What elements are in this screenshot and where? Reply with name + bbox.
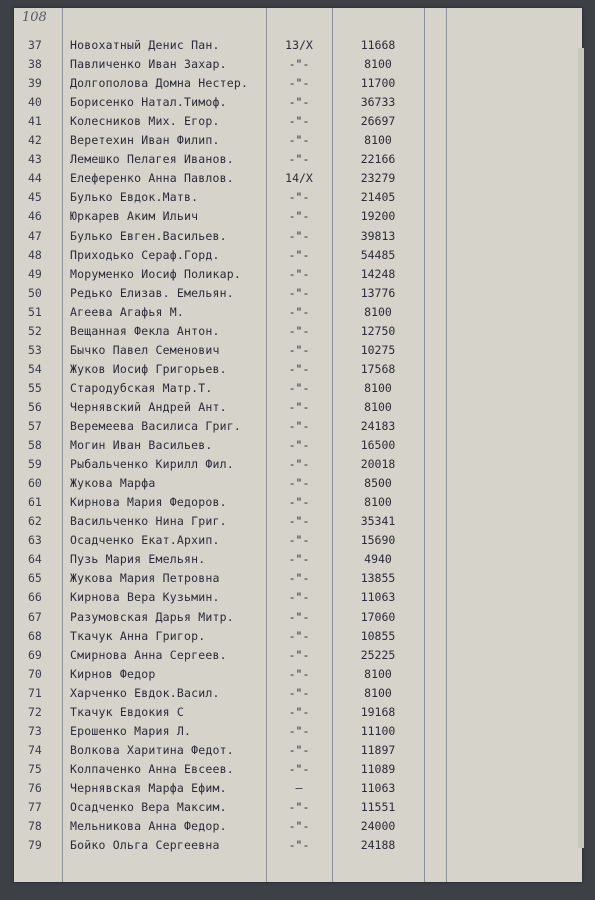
date-cell: -"- xyxy=(288,304,310,319)
person-name: Волкова Харитина Федот. xyxy=(70,742,234,757)
amount-cell: 19168 xyxy=(360,704,396,719)
amount-cell: 8100 xyxy=(364,666,392,681)
person-name: Пузь Мария Емельян. xyxy=(70,552,206,567)
row-number: 46 xyxy=(28,209,42,224)
date-cell: -"- xyxy=(288,323,310,338)
amount-cell: 8100 xyxy=(364,304,392,319)
person-name: Ткачук Анна Григор. xyxy=(70,628,206,643)
row-number: 67 xyxy=(28,609,42,624)
date-cell: -"- xyxy=(288,723,310,738)
amount-cell: 24188 xyxy=(360,838,396,853)
date-cell: -"- xyxy=(288,419,310,433)
person-name: Смирнова Анна Сергеев. xyxy=(70,647,227,662)
date-cell: 13/X xyxy=(285,38,313,52)
row-number: 65 xyxy=(28,571,42,586)
row-number: 63 xyxy=(28,533,42,548)
date-cell: -"- xyxy=(288,399,310,414)
table-row xyxy=(14,474,582,493)
person-name: Кирнова Мария Федоров. xyxy=(70,495,227,510)
date-cell: -"- xyxy=(288,361,310,376)
row-number: 78 xyxy=(28,819,42,834)
row-number: 44 xyxy=(28,171,42,186)
date-cell: -"- xyxy=(288,266,310,281)
amount-cell: 15690 xyxy=(360,533,396,548)
amount-cell: 20018 xyxy=(360,457,396,472)
table-row xyxy=(14,322,582,341)
person-name: Вещанная Фекла Антон. xyxy=(70,323,220,338)
person-name: Булько Евген.Васильев. xyxy=(70,228,227,243)
person-name: Ткачук Евдокия С xyxy=(70,704,184,719)
table-row xyxy=(14,265,582,284)
date-cell: -"- xyxy=(288,533,310,548)
amount-cell: 12750 xyxy=(360,323,396,338)
person-name: Юркарев Аким Ильич xyxy=(70,209,199,224)
date-cell: -"- xyxy=(288,190,310,205)
row-number: 62 xyxy=(28,514,42,529)
date-cell: -"- xyxy=(288,247,310,262)
table-row xyxy=(14,55,582,74)
row-number: 64 xyxy=(28,552,42,567)
date-cell: -"- xyxy=(288,285,310,300)
table-row xyxy=(14,169,582,188)
amount-cell: 17568 xyxy=(360,361,396,376)
person-name: Мельникова Анна Федор. xyxy=(70,819,227,834)
table-row xyxy=(14,360,582,379)
amount-cell: 35341 xyxy=(360,514,396,529)
date-cell: -"- xyxy=(288,761,310,776)
table-row xyxy=(14,531,582,550)
row-number: 38 xyxy=(28,57,42,72)
table-row xyxy=(14,379,582,398)
person-name: Могин Иван Васильев. xyxy=(70,438,213,453)
table-row xyxy=(14,779,582,798)
table-row xyxy=(14,341,582,360)
amount-cell: 19200 xyxy=(360,209,396,224)
table-row xyxy=(14,417,582,436)
table-row xyxy=(14,627,582,646)
amount-cell: 11700 xyxy=(360,76,396,91)
date-cell: -"- xyxy=(288,76,310,91)
date-cell: -"- xyxy=(288,704,310,719)
date-cell: — xyxy=(295,780,303,795)
amount-cell: 8100 xyxy=(364,685,392,700)
page-number: 108 xyxy=(22,10,47,25)
person-name: Веремеева Василиса Григ. xyxy=(70,419,241,433)
person-name: Приходько Сераф.Горд. xyxy=(70,247,220,262)
table-row xyxy=(14,207,582,226)
date-cell: -"- xyxy=(288,133,310,148)
person-name: Колесников Мих. Егор. xyxy=(70,114,220,129)
date-cell: -"- xyxy=(288,666,310,681)
amount-cell: 39813 xyxy=(360,228,396,243)
person-name: Кирнов Федор xyxy=(70,666,156,681)
date-cell: -"- xyxy=(288,609,310,624)
amount-cell: 26697 xyxy=(360,114,396,129)
amount-cell: 16500 xyxy=(360,438,396,453)
row-number: 53 xyxy=(28,342,42,357)
person-name: Васильченко Нина Григ. xyxy=(70,514,227,529)
row-number: 57 xyxy=(28,419,42,433)
row-number: 40 xyxy=(28,95,42,110)
person-name: Новохатный Денис Пан. xyxy=(70,38,220,52)
row-number: 48 xyxy=(28,247,42,262)
person-name: Борисенко Натал.Тимоф. xyxy=(70,95,227,110)
date-cell: -"- xyxy=(288,800,310,814)
row-number: 58 xyxy=(28,438,42,453)
date-cell: -"- xyxy=(288,819,310,834)
amount-cell: 10275 xyxy=(360,342,396,357)
row-number: 56 xyxy=(28,399,42,414)
table-row xyxy=(14,112,582,131)
person-name: Ерошенко Мария Л. xyxy=(70,723,192,738)
amount-cell: 25225 xyxy=(360,647,396,662)
table-row xyxy=(14,684,582,703)
table-row xyxy=(14,646,582,665)
row-number: 70 xyxy=(28,666,42,681)
row-number: 51 xyxy=(28,304,42,319)
date-cell: -"- xyxy=(288,514,310,529)
amount-cell: 24000 xyxy=(360,819,396,834)
date-cell: -"- xyxy=(288,57,310,72)
row-number: 77 xyxy=(28,800,42,814)
table-row xyxy=(14,817,582,836)
table-row xyxy=(14,227,582,246)
person-name: Кирнова Вера Кузьмин. xyxy=(70,590,220,605)
person-name: Лемешко Пелагея Иванов. xyxy=(70,152,234,167)
person-name: Разумовская Дарья Митр. xyxy=(70,609,234,624)
table-row xyxy=(14,741,582,760)
amount-cell: 8100 xyxy=(364,57,392,72)
row-number: 43 xyxy=(28,152,42,167)
amount-cell: 22166 xyxy=(360,152,396,167)
date-cell: -"- xyxy=(288,552,310,567)
row-number: 69 xyxy=(28,647,42,662)
table-row xyxy=(14,665,582,684)
row-number: 76 xyxy=(28,780,42,795)
table-row xyxy=(14,836,582,855)
table-row xyxy=(14,588,582,607)
row-number: 49 xyxy=(28,266,42,281)
table-row xyxy=(14,436,582,455)
table-row xyxy=(14,303,582,322)
amount-cell: 4940 xyxy=(364,552,392,567)
table-row xyxy=(14,512,582,531)
person-name: Стародубская Матр.Т. xyxy=(70,380,213,395)
row-number: 41 xyxy=(28,114,42,129)
date-cell: -"- xyxy=(288,628,310,643)
row-number: 39 xyxy=(28,76,42,91)
amount-cell: 23279 xyxy=(360,171,396,186)
date-cell: -"- xyxy=(288,152,310,167)
table-row xyxy=(14,760,582,779)
person-name: Жукова Мария Петровна xyxy=(70,571,220,586)
date-cell: -"- xyxy=(288,476,310,491)
table-row xyxy=(14,131,582,150)
person-name: Чернявский Андрей Ант. xyxy=(70,399,227,414)
date-cell: -"- xyxy=(288,685,310,700)
row-number: 59 xyxy=(28,457,42,472)
amount-cell: 17060 xyxy=(360,609,396,624)
date-cell: -"- xyxy=(288,495,310,510)
amount-cell: 13776 xyxy=(360,285,396,300)
table-row xyxy=(14,722,582,741)
row-number: 37 xyxy=(28,38,42,52)
row-number: 54 xyxy=(28,361,42,376)
table-row xyxy=(14,569,582,588)
amount-cell: 21405 xyxy=(360,190,396,205)
person-name: Долгополова Домна Нестер. xyxy=(70,76,249,91)
person-name: Елеференко Анна Павлов. xyxy=(70,171,234,186)
person-name: Рыбальченко Кирилл Фил. xyxy=(70,457,234,472)
date-cell: 14/X xyxy=(285,171,313,186)
table-row xyxy=(14,188,582,207)
person-name: Бойко Ольга Сергеевна xyxy=(70,838,220,853)
amount-cell: 11089 xyxy=(360,761,396,776)
date-cell: -"- xyxy=(288,438,310,453)
date-cell: -"- xyxy=(288,838,310,853)
ledger-sheet xyxy=(14,8,582,882)
row-number: 60 xyxy=(28,476,42,491)
person-name: Павличенко Иван Захар. xyxy=(70,57,227,72)
date-cell: -"- xyxy=(288,742,310,757)
date-cell: -"- xyxy=(288,380,310,395)
amount-cell: 11063 xyxy=(360,590,396,605)
person-name: Агеева Агафья М. xyxy=(70,304,184,319)
row-number: 42 xyxy=(28,133,42,148)
person-name: Осадченко Вера Максим. xyxy=(70,800,227,814)
row-number: 52 xyxy=(28,323,42,338)
person-name: Чернявская Марфа Ефим. xyxy=(70,780,227,795)
person-name: Бычко Павел Семенович xyxy=(70,342,220,357)
row-number: 74 xyxy=(28,742,42,757)
person-name: Жуков Иосиф Григорьев. xyxy=(70,361,227,376)
amount-cell: 13855 xyxy=(360,571,396,586)
row-number: 75 xyxy=(28,761,42,776)
person-name: Колпаченко Анна Евсеев. xyxy=(70,761,234,776)
table-row xyxy=(14,284,582,303)
row-number: 66 xyxy=(28,590,42,605)
table-row xyxy=(14,150,582,169)
date-cell: -"- xyxy=(288,228,310,243)
person-name: Булько Евдок.Матв. xyxy=(70,190,199,205)
date-cell: -"- xyxy=(288,95,310,110)
row-number: 71 xyxy=(28,685,42,700)
row-number: 73 xyxy=(28,723,42,738)
person-name: Осадченко Екат.Архип. xyxy=(70,533,220,548)
table-row xyxy=(14,93,582,112)
amount-cell: 11063 xyxy=(360,780,396,795)
table-row xyxy=(14,398,582,417)
amount-cell: 36733 xyxy=(360,95,396,110)
row-number: 50 xyxy=(28,285,42,300)
amount-cell: 11100 xyxy=(360,723,396,738)
amount-cell: 11897 xyxy=(360,742,396,757)
person-name: Редько Елизав. Емельян. xyxy=(70,285,234,300)
row-number: 68 xyxy=(28,628,42,643)
person-name: Веретехин Иван Филип. xyxy=(70,133,220,148)
amount-cell: 8100 xyxy=(364,133,392,148)
amount-cell: 8500 xyxy=(364,476,392,491)
amount-cell: 8100 xyxy=(364,380,392,395)
table-row xyxy=(14,798,582,817)
row-number: 47 xyxy=(28,228,42,243)
date-cell: -"- xyxy=(288,647,310,662)
row-number: 61 xyxy=(28,495,42,510)
row-number: 45 xyxy=(28,190,42,205)
table-row xyxy=(14,703,582,722)
amount-cell: 14248 xyxy=(360,266,396,281)
table-row xyxy=(14,493,582,512)
table-row xyxy=(14,246,582,265)
row-number: 72 xyxy=(28,704,42,719)
person-name: Жукова Марфа xyxy=(70,476,156,491)
amount-cell: 24183 xyxy=(360,419,396,433)
amount-cell: 8100 xyxy=(364,399,392,414)
amount-cell: 8100 xyxy=(364,495,392,510)
amount-cell: 10855 xyxy=(360,628,396,643)
table-row xyxy=(14,550,582,569)
row-number: 79 xyxy=(28,838,42,853)
table-row xyxy=(14,74,582,93)
date-cell: -"- xyxy=(288,114,310,129)
row-number: 55 xyxy=(28,380,42,395)
date-cell: -"- xyxy=(288,209,310,224)
date-cell: -"- xyxy=(288,590,310,605)
date-cell: -"- xyxy=(288,342,310,357)
table-row xyxy=(14,608,582,627)
person-name: Харченко Евдок.Васил. xyxy=(70,685,220,700)
amount-cell: 54485 xyxy=(360,247,396,262)
date-cell: -"- xyxy=(288,571,310,586)
amount-cell: 11668 xyxy=(360,38,396,52)
person-name: Моруменко Иосиф Поликар. xyxy=(70,266,241,281)
amount-cell: 11551 xyxy=(360,800,396,814)
date-cell: -"- xyxy=(288,457,310,472)
table-row xyxy=(14,36,582,55)
table-row xyxy=(14,455,582,474)
